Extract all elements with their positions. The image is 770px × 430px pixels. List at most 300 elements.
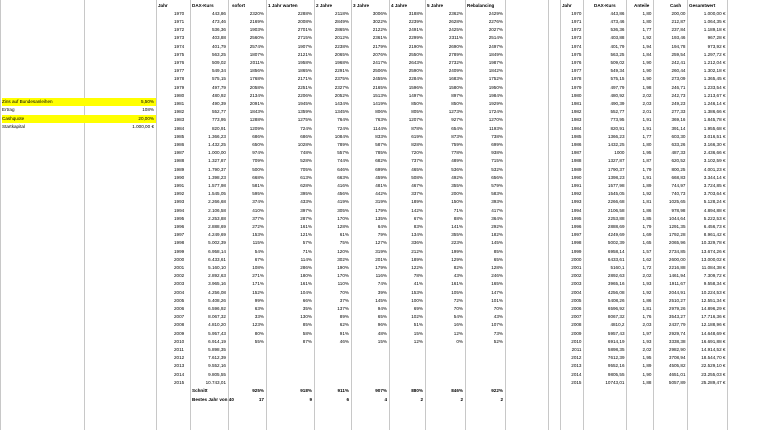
right-table-cell[interactable]: 1366,23 <box>607 133 625 139</box>
summary-value[interactable]: 846% <box>451 388 463 394</box>
right-year-cell[interactable]: 2014 <box>571 371 582 377</box>
table-cell[interactable]: 61% <box>339 232 349 238</box>
right-table-cell[interactable]: 1,92 <box>642 289 652 295</box>
table-cell[interactable]: 65% <box>377 314 387 320</box>
table-cell[interactable]: 738% <box>491 133 503 139</box>
right-table-cell[interactable]: 3.703,64 € <box>703 191 726 197</box>
right-table-cell[interactable]: 1.246,14 € <box>703 100 726 106</box>
right-table-cell[interactable]: 978,98 <box>671 207 686 213</box>
year-cell[interactable]: 1984 <box>174 125 185 131</box>
right-table-cell[interactable]: 5408,26 <box>607 297 625 303</box>
table-cell[interactable]: 2690% <box>448 43 463 49</box>
table-cell[interactable]: 223% <box>451 240 463 246</box>
table-cell[interactable]: 2865% <box>334 27 349 33</box>
right-table-cell[interactable]: 1,87 <box>642 158 652 164</box>
table-cell[interactable]: 85% <box>302 322 312 328</box>
table-cell[interactable]: 200% <box>451 191 463 197</box>
table-cell[interactable]: 2732% <box>448 59 463 65</box>
table-cell[interactable]: 161% <box>451 281 463 287</box>
right-table-cell[interactable]: 1,69 <box>642 232 652 238</box>
right-year-cell[interactable]: 1981 <box>571 100 582 106</box>
table-cell[interactable]: 85% <box>493 248 503 254</box>
table-cell[interactable]: 319% <box>375 248 387 254</box>
right-table-cell[interactable]: 4256,08 <box>607 289 625 295</box>
table-cell[interactable] <box>465 379 503 387</box>
year-cell[interactable]: 2001 <box>174 264 185 270</box>
table-cell[interactable]: 1359% <box>297 109 312 115</box>
table-cell[interactable]: 1209% <box>249 125 264 131</box>
table-cell[interactable]: 79% <box>377 232 387 238</box>
year-cell[interactable]: 1981 <box>174 100 185 106</box>
table-cell[interactable]: 2574% <box>249 43 264 49</box>
right-table-cell[interactable]: 5898,35 <box>607 346 625 352</box>
right-table-cell[interactable]: 744,97 <box>671 182 686 188</box>
table-cell[interactable]: 105% <box>451 289 463 295</box>
year-cell[interactable]: 1982 <box>174 109 185 115</box>
right-table-cell[interactable]: 14.914,52 € <box>701 346 726 352</box>
table-cell[interactable]: 656% <box>491 174 503 180</box>
table-cell[interactable]: 1419% <box>372 100 387 106</box>
right-table-cell[interactable]: 1911,67 <box>669 281 686 287</box>
right-year-cell[interactable]: 1984 <box>571 125 582 131</box>
table-cell[interactable]: 1497% <box>408 92 423 98</box>
table-cell[interactable]: 403,88 <box>211 35 226 41</box>
table-cell[interactable]: 536,36 <box>211 27 226 33</box>
table-cell[interactable]: 785% <box>375 150 387 156</box>
right-table-cell[interactable]: 200,00 <box>671 10 686 16</box>
table-cell[interactable]: 2514% <box>488 35 503 41</box>
table-cell[interactable]: 12% <box>453 330 463 336</box>
table-cell[interactable]: 1028% <box>297 141 312 147</box>
table-cell[interactable]: 1856% <box>249 68 264 74</box>
right-table-cell[interactable]: 273,09 <box>671 76 686 82</box>
table-cell[interactable]: 1.545,05 <box>208 191 226 197</box>
table-cell[interactable]: 927% <box>451 117 463 123</box>
table-cell[interactable]: 82% <box>453 264 463 270</box>
table-cell[interactable]: 37% <box>339 297 349 303</box>
table-cell[interactable] <box>351 379 387 387</box>
table-cell[interactable] <box>266 371 312 379</box>
right-table-cell[interactable]: 5160,1 <box>610 264 625 270</box>
table-cell[interactable]: 2.253,88 <box>208 215 226 221</box>
table-cell[interactable]: 481% <box>375 182 387 188</box>
table-cell[interactable]: 5.160,10 <box>208 264 226 270</box>
right-year-cell[interactable]: 1985 <box>571 133 582 139</box>
right-table-cell[interactable]: 2734,85 <box>668 248 686 254</box>
table-cell[interactable]: 74% <box>377 281 387 287</box>
table-cell[interactable]: 88% <box>453 215 463 221</box>
table-cell[interactable]: 833% <box>375 133 387 139</box>
table-cell[interactable]: 104% <box>300 289 312 295</box>
right-year-cell[interactable]: 1996 <box>571 223 582 229</box>
table-cell[interactable]: 456% <box>337 191 349 197</box>
right-table-cell[interactable]: 8.961,42 € <box>703 232 726 238</box>
right-table-cell[interactable]: 509,02 <box>610 59 625 65</box>
right-table-cell[interactable]: 3965,16 <box>607 281 625 287</box>
right-table-cell[interactable]: 1.212,04 € <box>703 59 726 65</box>
table-cell[interactable] <box>425 346 463 354</box>
table-cell[interactable]: 2091% <box>249 100 264 106</box>
table-cell[interactable]: 374% <box>252 199 264 205</box>
right-table-cell[interactable]: 1.213,67 € <box>703 92 726 98</box>
right-table-cell[interactable]: 1.297,72 € <box>703 51 726 57</box>
table-cell[interactable]: 1144% <box>373 125 387 131</box>
right-table-cell[interactable]: 1.845,78 € <box>703 117 726 123</box>
table-cell[interactable]: 806% <box>375 109 387 115</box>
right-table-cell[interactable]: 1.955,68 € <box>703 125 726 131</box>
right-table-cell[interactable]: 800,25 <box>671 166 686 172</box>
table-cell[interactable]: 1683% <box>448 76 463 82</box>
table-cell[interactable] <box>465 346 503 354</box>
right-table-cell[interactable]: 620,52 <box>671 158 686 164</box>
table-cell[interactable]: 71% <box>302 248 312 254</box>
right-table-cell[interactable]: 2979,26 <box>668 305 686 311</box>
table-cell[interactable] <box>314 371 349 379</box>
table-cell[interactable]: 1849% <box>488 51 503 57</box>
right-table-cell[interactable]: 2106,58 <box>607 207 625 213</box>
table-cell[interactable]: 1273% <box>448 109 463 115</box>
table-cell[interactable]: 1207% <box>408 117 423 123</box>
year-cell[interactable]: 2010 <box>174 338 185 344</box>
table-cell[interactable]: 2058% <box>249 84 264 90</box>
table-cell[interactable]: 419% <box>337 199 349 205</box>
right-table-cell[interactable]: 3.102,59 € <box>703 158 726 164</box>
right-table-cell[interactable]: 3338,38 <box>668 338 686 344</box>
right-table-cell[interactable]: 5.128,24 € <box>703 199 726 205</box>
table-cell[interactable]: 2284% <box>408 76 423 82</box>
table-cell[interactable]: 1807% <box>249 51 264 57</box>
param-value[interactable]: 5,50% <box>84 98 156 106</box>
right-table-cell[interactable]: 1327,87 <box>607 158 625 164</box>
table-cell[interactable] <box>228 379 264 387</box>
table-cell[interactable]: 3022% <box>372 18 387 24</box>
right-table-cell[interactable]: 1,90 <box>642 59 652 65</box>
right-table-cell[interactable]: 249,23 <box>671 100 686 106</box>
right-table-cell[interactable]: 1432,25 <box>607 141 625 147</box>
table-cell[interactable]: 189% <box>411 256 423 262</box>
right-table-cell[interactable]: 1,98 <box>642 84 652 90</box>
table-cell[interactable]: 850% <box>451 100 463 106</box>
table-cell[interactable] <box>314 362 349 370</box>
table-cell[interactable] <box>389 371 423 379</box>
table-cell[interactable]: 2.892,63 <box>208 273 226 279</box>
table-cell[interactable]: 5.957,43 <box>208 330 226 336</box>
table-cell[interactable]: 1193% <box>489 125 503 131</box>
right-year-cell[interactable]: 1989 <box>571 166 582 172</box>
table-cell[interactable] <box>389 346 423 354</box>
right-table-cell[interactable]: 3708,94 <box>668 355 686 361</box>
right-table-cell[interactable]: 1,93 <box>642 281 652 287</box>
right-table-cell[interactable]: 13.674,26 € <box>701 248 726 254</box>
table-cell[interactable]: 2239% <box>408 18 423 24</box>
table-cell[interactable]: 43% <box>453 273 463 279</box>
table-cell[interactable]: 2643% <box>408 59 423 65</box>
right-table-cell[interactable]: 487,33 <box>671 150 686 156</box>
right-table-cell[interactable]: 369,16 <box>671 117 686 123</box>
right-table-cell[interactable]: 1,81 <box>642 199 652 205</box>
table-cell[interactable]: 473,46 <box>211 18 226 24</box>
table-cell[interactable]: 2715% <box>297 35 312 41</box>
right-table-cell[interactable]: 5057,89 <box>668 379 686 385</box>
right-table-cell[interactable]: 10.224,53 € <box>701 289 726 295</box>
table-cell[interactable]: 2165% <box>372 84 387 90</box>
year-cell[interactable]: 2007 <box>174 314 185 320</box>
param-value[interactable]: 20,00% <box>84 115 156 123</box>
table-cell[interactable]: 107% <box>491 322 503 328</box>
table-cell[interactable] <box>266 362 312 370</box>
table-cell[interactable] <box>351 362 387 370</box>
right-table-cell[interactable]: 1,85 <box>642 215 652 221</box>
right-table-cell[interactable]: 4.894,88 € <box>703 207 726 213</box>
summary-value[interactable]: 2 <box>420 396 423 402</box>
table-cell[interactable]: 2701% <box>297 27 312 33</box>
table-cell[interactable]: 55% <box>254 338 264 344</box>
table-cell[interactable]: 2628% <box>448 18 463 24</box>
table-cell[interactable]: 41% <box>413 281 423 287</box>
table-cell[interactable]: 145% <box>491 240 503 246</box>
right-year-cell[interactable]: 1999 <box>571 248 582 254</box>
table-cell[interactable]: 58% <box>302 330 312 336</box>
table-cell[interactable]: 579% <box>491 182 503 188</box>
year-cell[interactable]: 2013 <box>174 363 185 369</box>
table-cell[interactable]: 134% <box>411 232 423 238</box>
table-cell[interactable]: 64% <box>377 223 387 229</box>
summary-value[interactable]: 4 <box>384 396 387 402</box>
table-cell[interactable]: 773,95 <box>211 117 226 123</box>
right-table-cell[interactable]: 1,57 <box>642 248 652 254</box>
right-table-cell[interactable]: 1,80 <box>642 18 652 24</box>
right-year-cell[interactable]: 1994 <box>571 207 582 213</box>
right-year-cell[interactable]: 2008 <box>571 322 582 328</box>
table-cell[interactable]: 364% <box>491 215 503 221</box>
table-cell[interactable] <box>351 354 387 362</box>
right-table-cell[interactable]: 2888,69 <box>607 223 625 229</box>
right-table-cell[interactable]: 3.016,51 € <box>703 133 726 139</box>
right-table-cell[interactable]: 10743,01 <box>605 379 625 385</box>
table-cell[interactable]: 2179% <box>372 43 387 49</box>
table-cell[interactable]: 15% <box>413 330 423 336</box>
table-cell[interactable]: 6.958,14 <box>208 248 226 254</box>
right-table-cell[interactable]: 2,02 <box>642 92 652 98</box>
table-cell[interactable]: 57% <box>302 240 312 246</box>
table-cell[interactable]: 101% <box>491 297 503 303</box>
table-cell[interactable]: 2455% <box>372 76 387 82</box>
table-cell[interactable]: 820,91 <box>211 125 226 131</box>
right-table-cell[interactable]: 16.691,88 € <box>701 338 726 344</box>
table-cell[interactable]: 1950% <box>488 84 503 90</box>
right-table-cell[interactable]: 1.233,54 € <box>703 84 726 90</box>
table-cell[interactable]: 302% <box>337 256 349 262</box>
right-table-cell[interactable]: 2929,74 <box>668 330 686 336</box>
table-cell[interactable]: 70% <box>339 289 349 295</box>
table-cell[interactable]: 1.790,37 <box>208 166 226 172</box>
right-table-cell[interactable]: 5957,43 <box>607 330 625 336</box>
right-table-cell[interactable]: 2,01 <box>642 109 652 115</box>
table-cell[interactable]: 500% <box>252 166 264 172</box>
year-cell[interactable]: 1978 <box>174 76 185 82</box>
right-table-cell[interactable]: 1,80 <box>642 141 652 147</box>
right-table-cell[interactable]: 668,83 <box>671 174 686 180</box>
year-cell[interactable]: 1991 <box>174 182 185 188</box>
table-cell[interactable]: 246% <box>491 273 503 279</box>
table-cell[interactable]: 190% <box>337 264 349 270</box>
table-cell[interactable]: 116% <box>375 273 387 279</box>
right-year-cell[interactable]: 2009 <box>571 330 582 336</box>
table-cell[interactable]: 759% <box>451 141 463 147</box>
right-table-cell[interactable]: 1790,37 <box>607 166 625 172</box>
right-table-cell[interactable]: 259,54 <box>671 51 686 57</box>
right-table-cell[interactable]: 1,90 <box>642 68 652 74</box>
right-year-cell[interactable]: 2001 <box>571 264 582 270</box>
table-cell[interactable]: 465% <box>411 166 423 172</box>
right-table-cell[interactable]: 552,77 <box>610 109 625 115</box>
year-cell[interactable]: 1987 <box>174 150 185 156</box>
right-table-cell[interactable]: 25.289,47 € <box>701 379 726 385</box>
summary-value[interactable]: 918% <box>300 388 312 394</box>
table-cell[interactable]: 7.612,39 <box>208 355 226 361</box>
right-year-cell[interactable]: 1975 <box>571 51 582 57</box>
right-table-cell[interactable]: 14.648,69 € <box>701 330 726 336</box>
table-cell[interactable]: 974% <box>252 150 264 156</box>
table-cell[interactable]: 63% <box>254 305 264 311</box>
right-table-cell[interactable]: 403,88 <box>610 35 625 41</box>
table-cell[interactable]: 663% <box>337 174 349 180</box>
year-cell[interactable]: 1970 <box>174 10 185 16</box>
right-table-cell[interactable]: 549,34 <box>610 68 625 74</box>
summary-value[interactable]: 9 <box>309 396 312 402</box>
table-cell[interactable]: 336% <box>411 240 423 246</box>
table-cell[interactable]: 748% <box>300 150 312 156</box>
table-cell[interactable]: 287% <box>300 215 312 221</box>
table-cell[interactable]: 120% <box>337 248 349 254</box>
table-cell[interactable]: 130% <box>300 314 312 320</box>
table-cell[interactable]: 2238% <box>334 43 349 49</box>
summary-value[interactable]: 2 <box>500 396 503 402</box>
table-cell[interactable]: 180% <box>300 273 312 279</box>
table-cell[interactable]: 4.810,20 <box>208 322 226 328</box>
table-cell[interactable]: 1752% <box>488 76 503 82</box>
table-cell[interactable]: 2491% <box>408 27 423 33</box>
right-year-cell[interactable]: 1986 <box>571 141 582 147</box>
table-cell[interactable]: 150% <box>451 199 463 205</box>
table-cell[interactable]: 91% <box>339 330 349 336</box>
table-cell[interactable]: 4.256,08 <box>208 289 226 295</box>
table-cell[interactable]: 122% <box>411 264 423 270</box>
table-cell[interactable]: 938% <box>491 150 503 156</box>
table-cell[interactable]: 1288% <box>249 117 264 123</box>
right-year-cell[interactable]: 1980 <box>571 92 582 98</box>
year-cell[interactable]: 1989 <box>174 166 185 172</box>
right-table-cell[interactable]: 242,73 <box>671 92 686 98</box>
right-table-cell[interactable]: 2266,68 <box>607 199 625 205</box>
year-cell[interactable]: 2004 <box>174 289 185 295</box>
table-cell[interactable]: 355% <box>451 182 463 188</box>
right-table-cell[interactable]: 5.222,53 € <box>703 215 726 221</box>
table-cell[interactable]: 96% <box>377 322 387 328</box>
right-table-cell[interactable]: 6958,14 <box>607 248 625 254</box>
table-cell[interactable] <box>228 346 264 354</box>
table-cell[interactable]: 377% <box>252 215 264 221</box>
table-cell[interactable]: 16% <box>453 322 463 328</box>
right-table-cell[interactable]: 1.302,18 € <box>703 68 726 74</box>
table-cell[interactable]: 127% <box>375 240 387 246</box>
right-table-cell[interactable]: 9552,16 <box>607 363 625 369</box>
table-cell[interactable] <box>425 354 463 362</box>
table-cell[interactable]: 528% <box>300 158 312 164</box>
table-cell[interactable]: 897% <box>451 92 463 98</box>
right-year-cell[interactable]: 1972 <box>571 27 582 33</box>
table-cell[interactable]: 115% <box>252 240 264 246</box>
right-table-cell[interactable]: 1,86 <box>642 207 652 213</box>
table-cell[interactable]: 417% <box>491 207 503 213</box>
table-cell[interactable] <box>266 346 312 354</box>
table-cell[interactable] <box>425 362 463 370</box>
table-cell[interactable]: 62% <box>339 322 349 328</box>
table-cell[interactable]: 100% <box>411 297 423 303</box>
table-cell[interactable]: 271% <box>252 273 264 279</box>
right-table-cell[interactable]: 2,02 <box>642 346 652 352</box>
right-table-cell[interactable]: 1577,98 <box>607 182 625 188</box>
table-cell[interactable]: 724% <box>337 125 349 131</box>
table-cell[interactable]: 89% <box>339 314 349 320</box>
year-cell[interactable]: 1977 <box>174 68 185 74</box>
table-cell[interactable]: 199% <box>451 248 463 254</box>
table-cell[interactable]: 10.743,01 <box>205 379 226 385</box>
table-cell[interactable]: 121% <box>300 232 312 238</box>
right-table-cell[interactable]: 22.529,10 € <box>701 363 726 369</box>
table-cell[interactable]: 6.914,19 <box>208 338 226 344</box>
year-cell[interactable]: 1976 <box>174 59 185 65</box>
right-year-cell[interactable]: 2015 <box>571 379 582 385</box>
table-cell[interactable]: 552,77 <box>211 109 226 115</box>
right-table-cell[interactable]: 603,30 <box>671 133 686 139</box>
table-cell[interactable]: 123% <box>252 322 264 328</box>
table-cell[interactable]: 2169% <box>249 18 264 24</box>
table-cell[interactable]: 161% <box>300 281 312 287</box>
table-cell[interactable]: 8.067,32 <box>208 314 226 320</box>
table-cell[interactable]: 744% <box>337 158 349 164</box>
table-cell[interactable]: 828% <box>411 141 423 147</box>
right-table-cell[interactable]: 6914,19 <box>607 338 625 344</box>
right-table-cell[interactable]: 4249,69 <box>607 232 625 238</box>
table-cell[interactable]: 2375% <box>334 76 349 82</box>
table-cell[interactable]: 393% <box>491 199 503 205</box>
right-table-cell[interactable]: 242,41 <box>671 59 686 65</box>
table-cell[interactable]: 549,34 <box>211 68 226 74</box>
table-cell[interactable]: 2361% <box>372 35 387 41</box>
right-year-cell[interactable]: 1977 <box>571 68 582 74</box>
table-cell[interactable]: 2299% <box>408 35 423 41</box>
table-cell[interactable]: 128% <box>491 264 503 270</box>
table-cell[interactable]: 179% <box>375 264 387 270</box>
table-cell[interactable]: 1945% <box>297 100 312 106</box>
right-table-cell[interactable]: 1,81 <box>642 305 652 311</box>
table-cell[interactable]: 3.965,16 <box>208 281 226 287</box>
year-cell[interactable]: 1972 <box>174 27 185 33</box>
right-table-cell[interactable]: 2216,88 <box>668 264 686 270</box>
table-cell[interactable]: 416% <box>337 182 349 188</box>
table-cell[interactable]: 1.398,23 <box>208 174 226 180</box>
table-cell[interactable]: 2497% <box>488 43 503 49</box>
right-year-cell[interactable]: 1976 <box>571 59 582 65</box>
table-cell[interactable]: 1842% <box>488 68 503 74</box>
table-cell[interactable]: 2012% <box>334 35 349 41</box>
table-cell[interactable]: 709% <box>252 158 264 164</box>
table-cell[interactable] <box>389 379 423 387</box>
table-cell[interactable]: 145% <box>375 297 387 303</box>
table-cell[interactable]: 272% <box>252 223 264 229</box>
table-cell[interactable]: 613% <box>300 174 312 180</box>
